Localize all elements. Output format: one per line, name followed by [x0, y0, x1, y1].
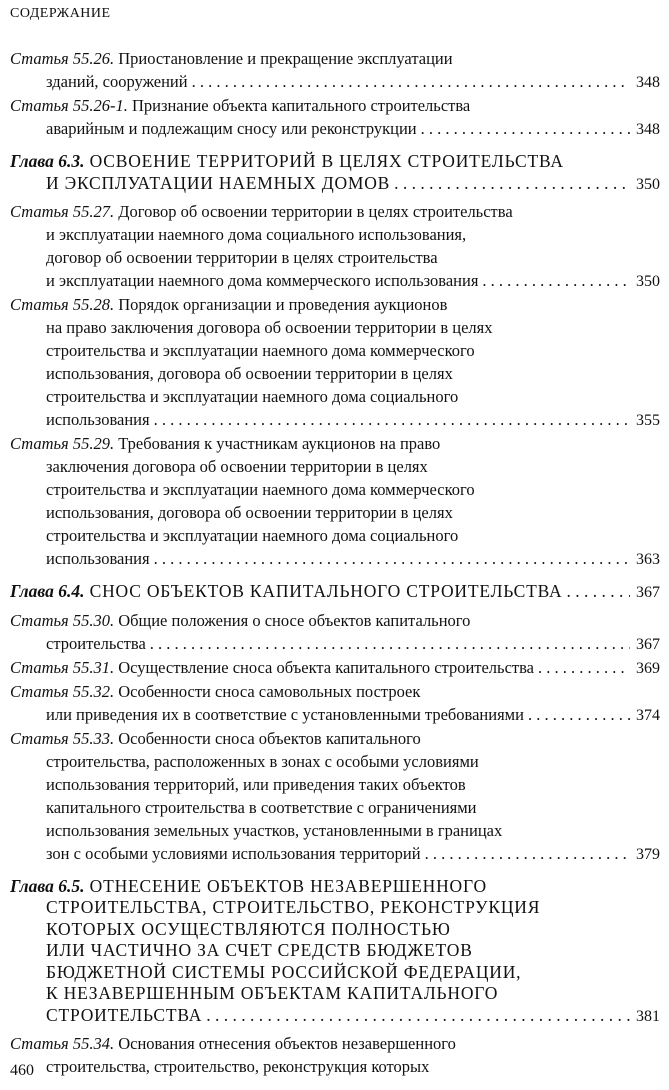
toc-entry-title-line: или приведения их в соответствие с установленными требованиями	[46, 704, 524, 724]
toc-entry-title-line: Осуществление сноса объекта капитального строительства	[118, 657, 534, 677]
toc-entry-label: Статья 55.26.	[10, 49, 115, 68]
toc-article[interactable]	[10, 727, 660, 866]
toc-line	[10, 408, 660, 432]
toc-line-text	[10, 876, 487, 896]
toc-line	[10, 581, 660, 604]
toc-entry-title-line: Особенности сноса объектов капитального	[118, 728, 421, 748]
toc-entry-title-line: строительства, расположенных в зонах с особыми условиями	[46, 751, 479, 771]
toc-entry-title-line: Приостановление и прекращение эксплуатации	[118, 49, 453, 68]
dot-leader	[394, 173, 630, 195]
toc-entry-title-line: зданий, сооружений	[46, 72, 188, 91]
toc-entry-title-line: использования земельных участков, установленными в границах	[46, 820, 503, 840]
toc-line-text	[46, 248, 438, 267]
toc-entry-title-line: капитального строительства в соответствие с ограничениями	[46, 797, 477, 817]
toc-entry-title-line: и эксплуатации наемного дома коммерческого использования	[46, 271, 479, 290]
toc-line-text	[10, 96, 470, 115]
toc-line	[10, 70, 660, 94]
toc-line-text	[46, 341, 475, 360]
toc-line-text	[10, 611, 470, 630]
dot-leader	[538, 656, 630, 679]
toc-entry-title-line: Порядок организации и проведения аукционов	[118, 295, 448, 314]
toc-line	[10, 876, 660, 898]
toc-entry-label: Глава 6.3.	[10, 151, 85, 171]
toc-entry-title-line: и эксплуатации наемного дома социального использования,	[46, 225, 467, 244]
toc-entry-title-line: на право заключения договора об освоении территории в целях	[46, 318, 493, 337]
toc-entry-title-line: К НЕЗАВЕРШЕННЫМ ОБЪЕКТАМ КАПИТАЛЬНОГО	[46, 983, 499, 1003]
toc-line-text	[46, 408, 150, 431]
toc-line-text	[46, 173, 390, 195]
toc-entry-title-line: заключения договора об освоении территории в целях	[46, 457, 428, 476]
toc-entry-title-line: использования	[46, 410, 150, 429]
toc-line-text	[46, 632, 146, 655]
toc-line-text	[46, 940, 473, 960]
toc-article[interactable]	[10, 1032, 660, 1078]
toc-entry-title-line: Требования к участникам аукционов на право	[118, 434, 441, 453]
toc-chapter[interactable]	[10, 151, 660, 195]
toc-line-text	[46, 269, 478, 292]
dot-leader	[421, 117, 630, 140]
toc-line-text	[10, 682, 420, 701]
dot-leader	[154, 547, 630, 570]
toc-page-number: 374	[636, 706, 660, 724]
toc-page-number: 355	[636, 412, 660, 429]
toc-entry-label: Статья 55.29.	[10, 434, 115, 453]
toc-line-text	[46, 983, 498, 1003]
toc-line	[10, 47, 660, 70]
toc-line	[10, 478, 660, 501]
toc-line-text	[46, 364, 453, 383]
page-number: 460	[10, 1062, 34, 1079]
toc-line-text	[10, 729, 421, 748]
toc-line-text	[46, 387, 458, 406]
toc-article[interactable]	[10, 432, 660, 571]
toc-entry-label: Статья 55.32.	[10, 681, 115, 701]
toc-line	[10, 432, 660, 455]
toc-line	[10, 501, 660, 524]
toc-line-text	[46, 842, 421, 865]
toc-line-text	[46, 962, 521, 982]
toc-page-number: 369	[636, 659, 660, 677]
toc-page-number: 379	[636, 845, 660, 863]
toc-page-number: 367	[636, 584, 660, 601]
running-head: СОДЕРЖАНИЕ	[10, 6, 111, 21]
toc-line-text	[46, 225, 466, 244]
toc-chapter[interactable]	[10, 581, 660, 604]
toc-line	[10, 316, 660, 339]
toc-line	[10, 151, 660, 173]
toc-line-text	[46, 775, 466, 794]
dot-leader	[192, 70, 630, 93]
toc-line-text	[46, 1005, 202, 1027]
toc-entry-label: Статья 55.30.	[10, 610, 115, 630]
toc-line	[10, 632, 660, 656]
toc-entry-label: Статья 55.33.	[10, 728, 115, 748]
toc-entry-title-line: строительства и эксплуатации наемного дома социального	[46, 526, 459, 545]
dot-leader	[482, 269, 630, 292]
toc-entry-title-line: КОТОРЫХ ОСУЩЕСТВЛЯЮТСЯ ПОЛНОСТЬЮ	[46, 918, 451, 939]
toc-page-number: 350	[636, 175, 660, 193]
toc-entry-title-line: И ЭКСПЛУАТАЦИИ НАЕМНЫХ ДОМОВ	[46, 172, 391, 193]
toc-line	[10, 339, 660, 362]
toc-line	[10, 703, 660, 727]
toc-entry-title-line: строительства и эксплуатации наемного дома коммерческого	[46, 341, 475, 360]
toc-line-text	[46, 457, 428, 476]
toc-line-text	[46, 70, 188, 93]
toc-entry-title-line: Признание объекта капитального строительства	[131, 96, 471, 115]
toc-line	[10, 524, 660, 547]
toc-chapter[interactable]	[10, 876, 660, 1028]
toc-line	[10, 656, 660, 680]
dot-leader	[528, 703, 630, 726]
toc-page-number: 381	[636, 1007, 660, 1025]
toc-line	[10, 223, 660, 246]
toc-line	[10, 362, 660, 385]
toc-line-text	[46, 703, 524, 726]
toc-entry-title-line: договор об освоении территории в целях строительства	[46, 248, 438, 267]
toc-page-number: 367	[636, 635, 660, 653]
toc-line-text	[46, 752, 479, 771]
toc-page-number: 348	[636, 74, 660, 91]
toc-page-number: 348	[636, 121, 660, 138]
toc-page-number: 363	[636, 551, 660, 568]
toc-article[interactable]	[10, 609, 660, 656]
toc-entry-title-line: зон с особыми условиями использования территорий	[46, 843, 421, 863]
toc-line-text	[46, 318, 493, 337]
toc-entry-title-line: СТРОИТЕЛЬСТВА	[46, 1004, 203, 1025]
toc-line-text	[10, 1034, 456, 1053]
toc-entry-label: Статья 55.26-1.	[10, 96, 128, 115]
toc-line	[10, 117, 660, 141]
toc-entry-title-line: строительства, строительство, реконструкция которых	[46, 1057, 430, 1076]
dot-leader	[150, 632, 630, 655]
toc-line-text	[46, 117, 417, 140]
toc-article[interactable]	[10, 680, 660, 727]
toc-entry-title-line: Договор об освоении территории в целях строительства	[118, 202, 513, 221]
toc-entry-title-line: строительства	[46, 633, 146, 653]
toc-line-text	[10, 151, 564, 171]
toc-line	[10, 773, 660, 796]
toc-line	[10, 819, 660, 842]
toc-line	[10, 680, 660, 703]
toc-line	[10, 750, 660, 773]
toc-entry-label: Статья 55.28.	[10, 295, 115, 314]
toc-line	[10, 796, 660, 819]
toc-line-text	[46, 798, 477, 817]
toc-entry-title-line: использования территорий, или приведения таких объектов	[46, 774, 466, 794]
toc-line	[10, 940, 660, 962]
toc-entry-title-line: БЮДЖЕТНОЙ СИСТЕМЫ РОССИЙСКОЙ ФЕДЕРАЦИИ,	[46, 961, 522, 982]
toc-line	[10, 1032, 660, 1055]
toc-entry-label: Глава 6.5.	[10, 875, 85, 896]
toc-line-text	[10, 295, 447, 314]
dot-leader	[206, 1005, 630, 1027]
toc-line	[10, 983, 660, 1005]
toc-line-text	[46, 480, 475, 499]
dot-leader	[425, 842, 630, 865]
toc-article[interactable]	[10, 47, 660, 94]
dot-leader	[154, 408, 630, 431]
toc-entry-title-line: строительства и эксплуатации наемного дома социального	[46, 387, 459, 406]
toc-page-number: 350	[636, 273, 660, 290]
toc-line-text	[10, 202, 513, 221]
toc-entry-title-line: аварийным и подлежащим сносу или реконструкции	[46, 119, 417, 138]
toc-entry-label: Статья 55.31.	[10, 657, 115, 677]
toc-entry-title-line: ОТНЕСЕНИЕ ОБЪЕКТОВ НЕЗАВЕРШЕННОГО	[89, 875, 487, 896]
toc-line	[10, 842, 660, 866]
toc-line	[10, 1005, 660, 1028]
table-of-contents	[10, 47, 660, 1078]
toc-entry-label: Статья 55.34.	[10, 1034, 115, 1053]
toc-line	[10, 919, 660, 941]
toc-line	[10, 385, 660, 408]
toc-entry-title-line: Основания отнесения объектов незавершенного	[118, 1034, 456, 1053]
toc-line	[10, 173, 660, 196]
toc-line	[10, 962, 660, 984]
toc-entry-title-line: Общие положения о сносе объектов капитального	[118, 610, 471, 630]
toc-entry-title-line: строительства и эксплуатации наемного дома коммерческого	[46, 480, 475, 499]
toc-line-text	[46, 547, 150, 570]
toc-line	[10, 727, 660, 750]
toc-line	[10, 200, 660, 223]
toc-line-text	[10, 656, 534, 679]
toc-line-text	[46, 821, 502, 840]
toc-line	[10, 1055, 660, 1078]
toc-line	[10, 94, 660, 117]
toc-line-text	[10, 434, 440, 453]
toc-line-text	[46, 503, 453, 522]
toc-entry-title-line: Особенности сноса самовольных построек	[118, 681, 421, 701]
toc-line-text	[10, 581, 562, 603]
toc-article[interactable]	[10, 94, 660, 141]
toc-line-text	[46, 1057, 429, 1076]
toc-article[interactable]	[10, 656, 660, 680]
toc-article[interactable]	[10, 293, 660, 432]
toc-entry-title-line: ОСВОЕНИЕ ТЕРРИТОРИЙ В ЦЕЛЯХ СТРОИТЕЛЬСТВА	[89, 151, 564, 171]
toc-article[interactable]	[10, 200, 660, 293]
toc-line	[10, 246, 660, 269]
toc-entry-label: Глава 6.4.	[10, 581, 85, 601]
toc-entry-title-line: использования, договора об освоении территории в целях	[46, 364, 453, 383]
toc-line-text	[46, 897, 540, 917]
toc-entry-title-line: использования, договора об освоении территории в целях	[46, 503, 453, 522]
toc-entry-title-line: СТРОИТЕЛЬСТВА, СТРОИТЕЛЬСТВО, РЕКОНСТРУКЦИЯ	[46, 897, 541, 917]
toc-line	[10, 547, 660, 571]
toc-line	[10, 897, 660, 919]
toc-line-text	[46, 526, 458, 545]
toc-line	[10, 455, 660, 478]
toc-entry-title-line: ИЛИ ЧАСТИЧНО ЗА СЧЕТ СРЕДСТВ БЮДЖЕТОВ	[46, 940, 473, 960]
toc-entry-label: Статья 55.27.	[10, 202, 115, 221]
toc-line-text	[46, 919, 451, 939]
toc-line	[10, 609, 660, 632]
toc-line	[10, 293, 660, 316]
toc-entry-title-line: СНОС ОБЪЕКТОВ КАПИТАЛЬНОГО СТРОИТЕЛЬСТВА	[89, 581, 563, 601]
dot-leader	[566, 581, 630, 603]
toc-line	[10, 269, 660, 293]
toc-entry-title-line: использования	[46, 549, 150, 568]
toc-line-text	[10, 49, 453, 68]
